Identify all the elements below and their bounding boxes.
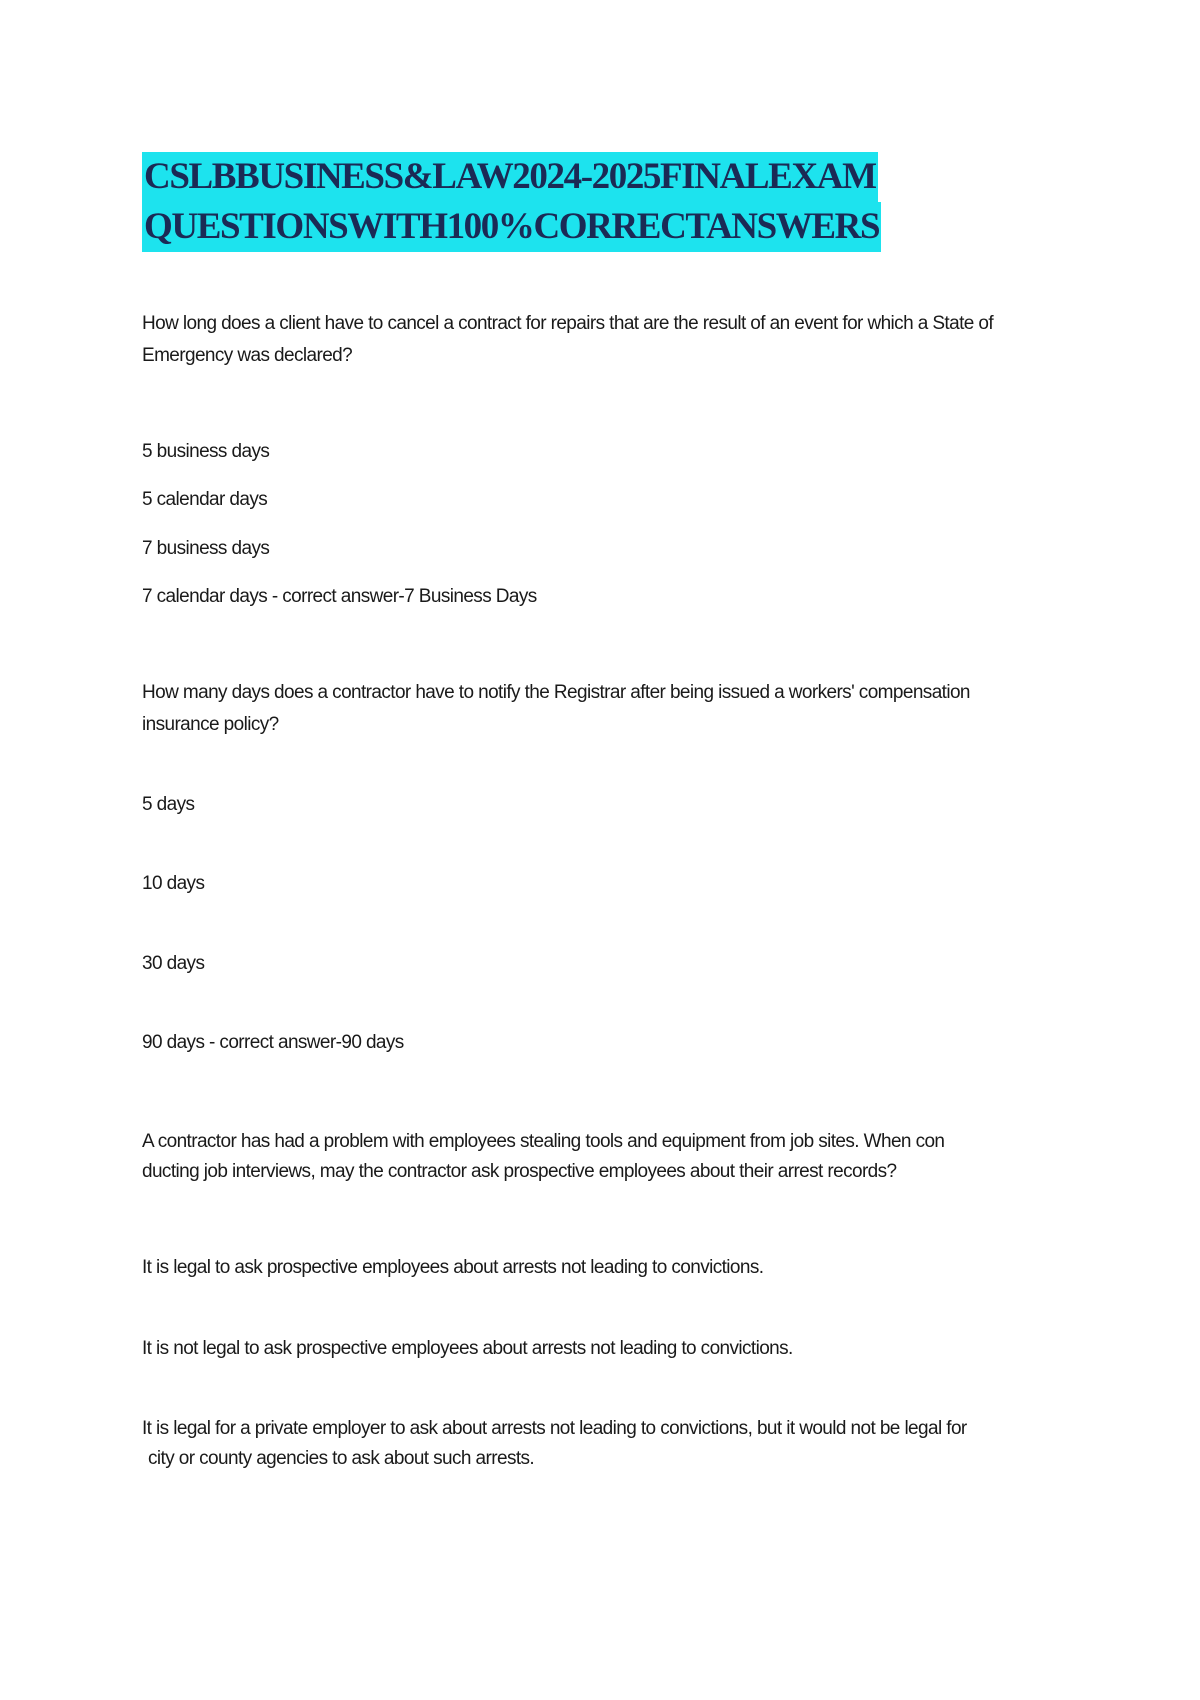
question-3-option-2: It is not legal to ask prospective employees about arrests not leading to convictions. (142, 1338, 793, 1359)
question-1-option-4-answer: 7 calendar days - correct answer-7 Business Days (142, 586, 537, 607)
question-2-option-2: 10 days (142, 873, 205, 894)
title-line-1: CSLBBUSINESS&LAW2024-2025FINALEXAM (142, 152, 878, 202)
document-title (142, 152, 1142, 252)
question-1-text-line-2: Emergency was declared? (142, 345, 353, 366)
question-1-option-1: 5 business days (142, 441, 270, 462)
question-1-option-2: 5 calendar days (142, 489, 268, 510)
question-3-option-3: It is legal for a private employer to ask about arrests not leading to convictions, but it would not be legal for (142, 1418, 967, 1439)
question-3-option-1: It is legal to ask prospective employees about arrests not leading to convictions. (142, 1257, 764, 1278)
question-1-text-line-1: How long does a client have to cancel a contract for repairs that are the result of an event for which a State of (142, 313, 994, 334)
question-2-text-line-2: insurance policy? (142, 714, 279, 735)
question-2-text-line-1: How many days does a contractor have to notify the Registrar after being issued a workers' compensation (142, 682, 970, 703)
question-2-option-1: 5 days (142, 794, 195, 815)
question-3-option-3-continued: city or county agencies to ask about such arrests. (148, 1448, 535, 1469)
question-1-option-3: 7 business days (142, 538, 270, 559)
question-3-text-line-1: A contractor has had a problem with employees stealing tools and equipment from job sites. When con (142, 1131, 945, 1152)
question-2-option-4-answer: 90 days - correct answer-90 days (142, 1032, 404, 1053)
question-2-option-3: 30 days (142, 953, 205, 974)
title-line-2: QUESTIONSWITH100%CORRECTANSWERS (142, 202, 881, 252)
question-3-text-line-2: ducting job interviews, may the contractor ask prospective employees about their arrest records? (142, 1161, 897, 1182)
